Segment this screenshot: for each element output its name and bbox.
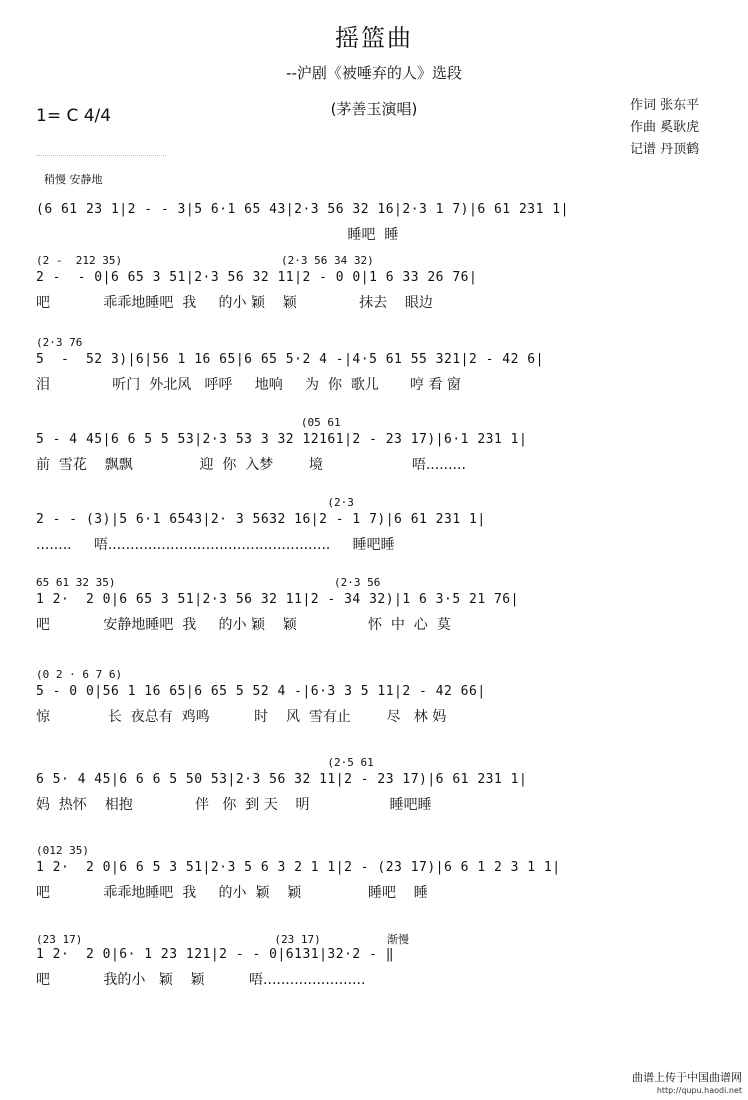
- lyrics-line: 睡吧 睡: [36, 227, 399, 243]
- lyrics-line: 惊 长 夜总有 鸡鸣 时 风 雪有止 尽 林 妈: [36, 709, 447, 725]
- lyrics-line: 泪 听门 外北风 呼呼 地响 为 你 歌儿 哼 看 窗: [36, 377, 461, 393]
- singer-credit: (茅善玉演唱): [330, 100, 418, 118]
- lyrics-line: 吧 我的小 颖 颖 唔.......................: [36, 972, 366, 988]
- notation-line: 6 5· 4 45|6 6 6 5 50 53|2·3 56 32 11|2 - 23 17)|6 61 231 1|: [36, 772, 528, 787]
- notation-line: 1 2· 2 0|6 6 5 3 51|2·3 5 6 3 2 1 1|2 - (23 17)|6 6 1 2 3 1 1|: [36, 860, 561, 875]
- notation-line: 2 - - (3)|5 6·1 6543|2· 3 5632 16|2 - 1 7)|6 61 231 1|: [36, 512, 486, 527]
- notation-line: 5 - 4 45|6 6 5 5 53|2·3 53 3 32 12161|2 - 23 17)|6·1 231 1|: [36, 432, 528, 447]
- notation-line: 2 - - 0|6 65 3 51|2·3 56 32 11|2 - 0 0|1 6 33 26 76|: [36, 270, 478, 285]
- transcriber-credit: 记谱 丹顶鹤: [630, 142, 700, 157]
- footer-site: 曲谱上传于中国曲谱网: [632, 1071, 742, 1084]
- song-title: 摇篮曲: [335, 24, 413, 52]
- notation-line: (6 61 23 1|2 - - 3|5 6·1 65 43|2·3 56 32 16|2·3 1 7)|6 61 231 1|: [36, 202, 569, 217]
- lyrics-line: ........ 唔.................................................. 睡吧睡: [36, 537, 395, 553]
- divider-rule: [36, 155, 166, 156]
- ornament-line: (0 2 · 6 7 6): [36, 668, 123, 681]
- ornament-line: (2·3: [36, 496, 354, 509]
- lyrics-line: 妈 热怀 相抱 伴 你 到 天 明 睡吧睡: [36, 797, 432, 813]
- notation-line: 5 - 0 0|56 1 16 65|6 65 5 52 4 -|6·3 3 5 11|2 - 42 66|: [36, 684, 486, 699]
- song-subtitle: --沪剧《被唾弃的人》选段: [286, 64, 462, 82]
- lyrics-line: 吧 乖乖地睡吧 我 的小 颖 颖 抹去 眼边: [36, 295, 433, 311]
- ornament-line: (2 - 212 35) (2·3 56 34 32): [36, 254, 374, 267]
- notation-line: 1 2· 2 0|6· 1 23 121|2 - - 0|6131|32·2 - ‖: [36, 947, 395, 962]
- ornament-line: (05 61: [36, 416, 341, 429]
- lyricist-credit: 作词 张东平: [630, 98, 700, 113]
- ornament-line: (23 17) (23 17) 渐慢: [36, 933, 409, 946]
- ornament-line: 65 61 32 35) (2·3 56: [36, 576, 381, 589]
- footer-url: http://qupu.haodi.net: [656, 1086, 742, 1095]
- ornament-line: (012 35): [36, 844, 89, 857]
- key-time-signature: 1= C 4/4: [36, 106, 112, 126]
- lyrics-line: 吧 安静地睡吧 我 的小 颖 颖 怀 中 心 莫: [36, 617, 451, 633]
- notation-line: 5 - 52 3)|6|56 1 16 65|6 65 5·2 4 -|4·5 61 55 321|2 - 42 6|: [36, 352, 544, 367]
- composer-credit: 作曲 奚耿虎: [630, 120, 700, 135]
- ornament-line: (2·5 61: [36, 756, 374, 769]
- notation-line: 1 2· 2 0|6 65 3 51|2·3 56 32 11|2 - 34 32)|1 6 3·5 21 76|: [36, 592, 519, 607]
- tempo-marking: 稍慢 安静地: [44, 173, 103, 186]
- lyrics-line: 前 雪花 飘飘 迎 你 入梦 境 唔.........: [36, 457, 466, 473]
- lyrics-line: 吧 乖乖地睡吧 我 的小 颖 颖 睡吧 睡: [36, 885, 428, 901]
- ornament-line: (2·3 76: [36, 336, 83, 349]
